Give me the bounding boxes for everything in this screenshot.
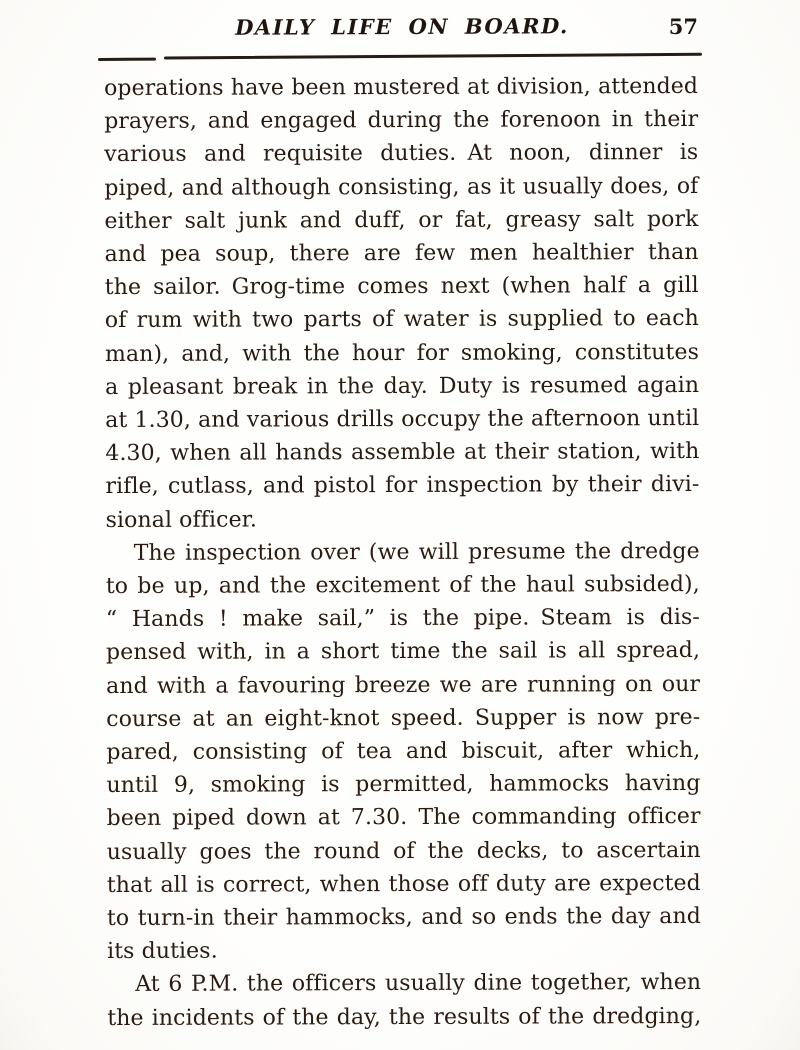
text-line: been piped down at 7.30. The commanding officer [106, 804, 701, 832]
text-line: piped, and although consisting, as it usually does, of [104, 173, 699, 201]
text-line: and with a favouring breeze we are running on our [106, 671, 701, 699]
text-line: to be up, and the excitement of the haul subsided), [105, 572, 700, 600]
text-line: pensed with, in a short time the sail is all spread, [105, 638, 701, 666]
text-line: sional officer. [105, 507, 257, 533]
header-rule [98, 53, 702, 61]
text-line: operations have been mustered at division, attended [104, 73, 699, 102]
text-line: man), and, with the hour for smoking, constitutes [104, 339, 700, 367]
text-line: its duties. [107, 938, 218, 965]
text-line: rifle, cutlass, and pistol for inspection by their divi- [105, 472, 700, 500]
page-header [104, 14, 700, 46]
running-title: DAILY LIFE ON BOARD. [235, 13, 569, 40]
text-line: prayers, and engaged during the forenoon in their [104, 107, 699, 135]
paragraph [104, 70, 700, 537]
text-line: various and requisite duties. At noon, dinner is [104, 140, 699, 168]
text-line: that all is correct, when those off duty are expected [106, 870, 701, 898]
text-line: “ Hands ! make sail,” is the pipe. Steam is dis- [105, 605, 700, 633]
text-line: and pea soup, there are few men healthier than [104, 239, 699, 268]
text-line: At 6 P.M. the officers usually dine together, when [135, 970, 702, 998]
text-line: at 1.30, and various drills occupy the afternoon until [105, 405, 700, 434]
paragraph [107, 966, 701, 1034]
header-rule-long-segment [164, 53, 702, 59]
text-line: course at an eight-knot speed. Supper is now pre- [106, 704, 701, 732]
text-line: the incidents of the day, the results of the dredging, [107, 1003, 702, 1031]
text-line: of rum with two parts of water is supplied to each [104, 306, 699, 334]
text-line: to turn-in their hammocks, and so ends the day and [106, 904, 701, 932]
text-line: either salt junk and duff, or fat, greasy salt pork [104, 206, 699, 234]
page-number: 57 [668, 14, 698, 39]
text-line: until 9, smoking is permitted, hammocks having [106, 771, 701, 799]
text-line: The inspection over (we will presume the dredge [133, 538, 700, 566]
header-rule-short-segment [98, 58, 156, 61]
body-text [104, 70, 701, 1035]
text-line: the sailor. Grog-time comes next (when half a gill [104, 273, 699, 301]
text-line: usually goes the round of the decks, to ascertain [106, 837, 701, 865]
paragraph [106, 535, 702, 969]
text-line: pared, consisting of tea and biscuit, after which, [106, 738, 701, 766]
text-line: 4.30, when all hands assemble at their station, with [105, 439, 700, 467]
text-line: a pleasant break in the day. Duty is resumed again [105, 372, 700, 400]
